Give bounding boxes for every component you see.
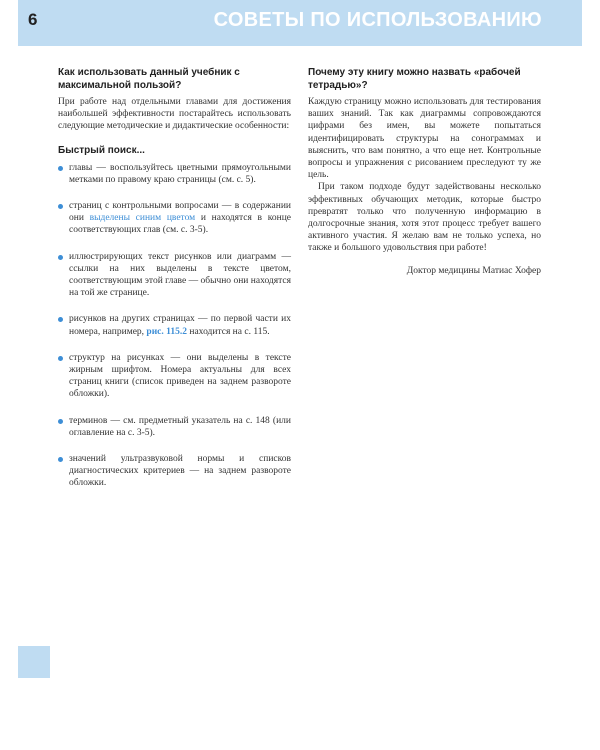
list-item: значений ультразвуковой нормы и списков диагностических критериев — на заднем развороте обложки. bbox=[58, 453, 291, 490]
bullet-icon bbox=[58, 419, 63, 424]
figure-reference: рис. 115.2 bbox=[146, 326, 187, 337]
chapter-tab-marker bbox=[18, 646, 50, 678]
left-heading: Как использовать данный учебник с максимальной пользой? bbox=[58, 67, 240, 91]
list-item: страниц с контрольными вопросами — в содержании они выделены синим цветом и находятся в конце соответствующих глав (см. с. 3-5). bbox=[58, 200, 291, 237]
quick-search-heading: Быстрый поиск... bbox=[58, 144, 145, 156]
bullet-icon bbox=[58, 166, 63, 171]
bullet-icon bbox=[58, 204, 63, 209]
right-column bbox=[308, 66, 541, 277]
blue-highlight-text: выделены синим цветом bbox=[89, 213, 196, 224]
list-item: терминов — см. предметный указатель на с. 148 (или оглавление на с. 3-5). bbox=[58, 415, 291, 439]
right-heading: Почему эту книгу можно назвать «рабочей тетрадью»? bbox=[308, 67, 521, 91]
page-header bbox=[18, 0, 582, 46]
page-number: 6 bbox=[28, 10, 38, 29]
list-item: иллюстрирующих текст рисунков или диаграмм — ссылки на них выделены в тексте цветом, соответствующим этой главе — обычно они находятся на той же странице. bbox=[58, 251, 291, 300]
author-signature: Доктор медицины Матиас Хофер bbox=[406, 265, 541, 276]
bullet-icon bbox=[58, 457, 63, 462]
right-paragraph-1: Каждую страницу можно использовать для тестирования ваших знаний. Так как диаграммы сопровождаются цифрами без имен, вы можете попытаться идентифицировать структуры на сонограммах и выяснить, что вам понятно, а что еще нет. Контрольные вопросы и упражнения с рисованием преследуют ту же цель. bbox=[308, 97, 541, 181]
list-item: рисунков на других страницах — по первой части их номера, например, рис. 115.2 находится на с. 115. bbox=[58, 313, 291, 337]
bullet-icon bbox=[58, 356, 63, 361]
left-column bbox=[58, 66, 291, 504]
list-item: главы — воспользуйтесь цветными прямоугольными метками по правому краю страницы (см. с. 5). bbox=[58, 162, 291, 186]
right-paragraph-2: При таком подходе будут задействованы несколько эффективных обучающих методик, которые быстро превратят только что полученную информацию в долгосрочные знания, хотя этот процесс требует вашего активного участия. Я желаю вам не только успеха, но также и большого удовольствия при работе! bbox=[308, 182, 541, 254]
list-item: структур на рисунках — они выделены в тексте жирным шрифтом. Номера актуальны для всех страниц книги (список приведен на заднем развороте обложки). bbox=[58, 352, 291, 401]
section-title: СОВЕТЫ ПО ИСПОЛЬЗОВАНИЮ bbox=[213, 9, 542, 31]
quick-search-list bbox=[58, 162, 291, 490]
bullet-icon bbox=[58, 317, 63, 322]
left-intro: При работе над отдельными главами для достижения наибольшей эффективности постарайтесь использовать следующие методические и дидактические особенности: bbox=[58, 97, 291, 132]
bullet-icon bbox=[58, 255, 63, 260]
